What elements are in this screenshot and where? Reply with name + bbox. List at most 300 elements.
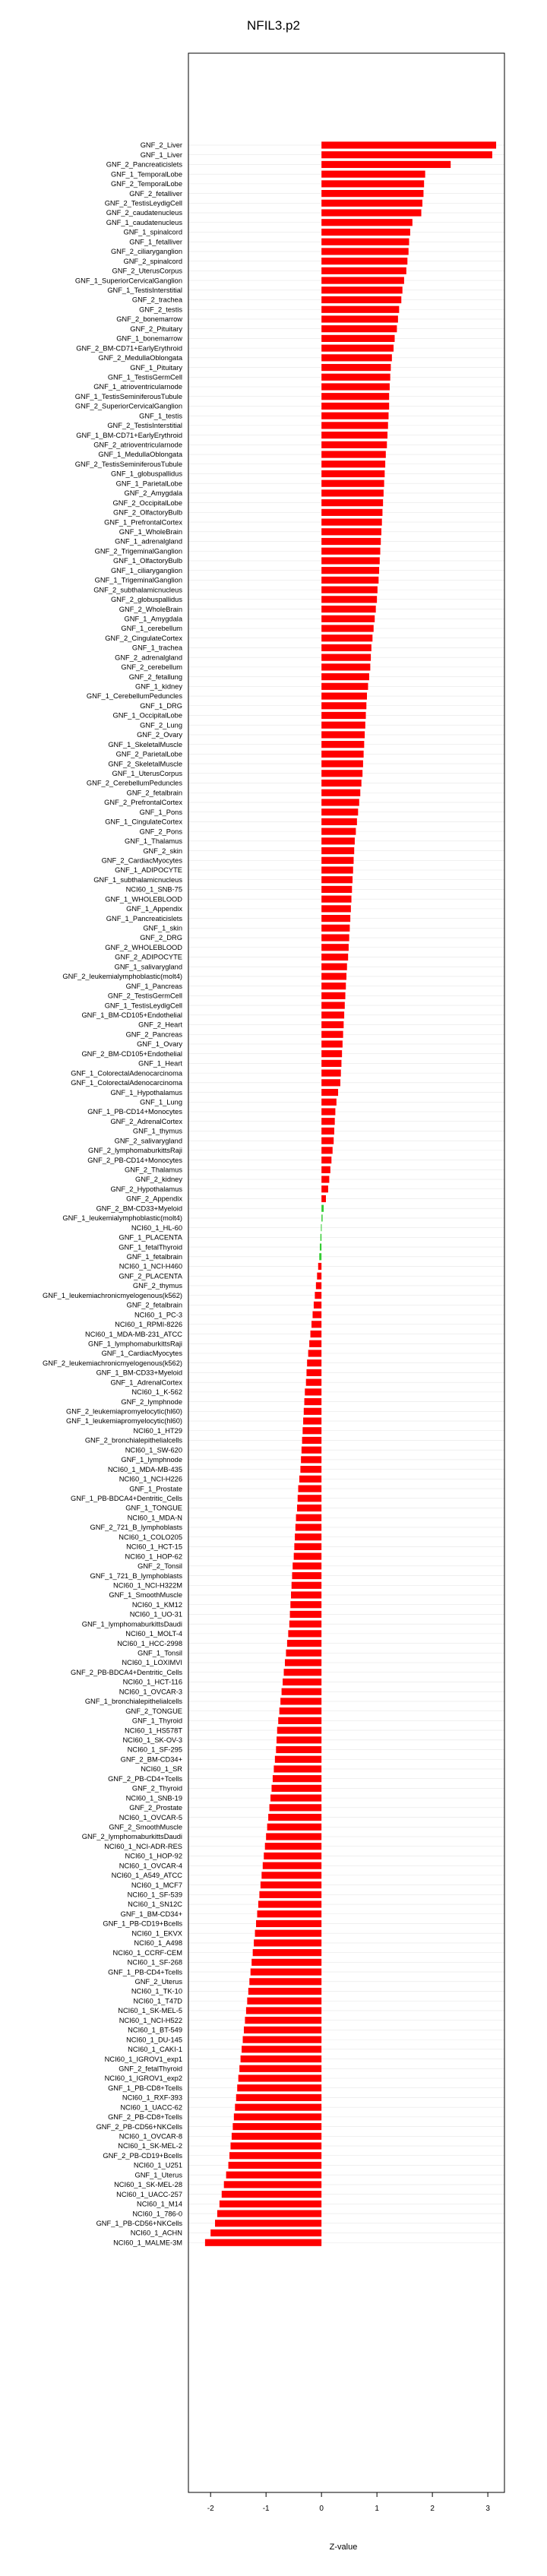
category-label: GNF_1_Pancreas — [125, 982, 182, 990]
category-label: GNF_1_Liver — [140, 150, 182, 159]
bar — [321, 480, 384, 487]
category-label: GNF_1_WholeBrain — [119, 528, 182, 536]
bar — [277, 1726, 321, 1733]
bar — [210, 2229, 321, 2236]
category-label: GNF_1_leukemialymphoblastic(molt4) — [62, 1214, 182, 1223]
category-label: GNF_2_AdrenalCortex — [110, 1117, 182, 1125]
bar — [321, 866, 353, 873]
bar — [305, 1388, 321, 1395]
bar — [298, 1495, 321, 1502]
category-label: GNF_2_lymphomaburkittsDaudi — [81, 1833, 182, 1841]
bar — [305, 1398, 322, 1405]
bar — [321, 180, 424, 187]
bar — [217, 2210, 321, 2217]
category-label: GNF_1_lymphomaburkittsRaji — [87, 1340, 182, 1348]
bar — [321, 635, 372, 641]
bar — [319, 1253, 321, 1260]
category-label: NCI60_1_HOP-62 — [125, 1552, 182, 1561]
category-label: NCI60_1_MDA-MB-231_ATCC — [85, 1330, 182, 1338]
category-label: NCI60_1_EKVX — [131, 1929, 182, 1938]
category-label: GNF_2_DRG — [140, 934, 182, 942]
bar — [321, 518, 382, 525]
bar — [292, 1572, 321, 1579]
category-label: NCI60_1_NCI-H522 — [119, 2016, 182, 2024]
bar — [321, 857, 353, 864]
bar — [309, 1340, 321, 1347]
bar — [267, 1824, 322, 1831]
bar — [316, 1282, 321, 1289]
bar — [321, 383, 390, 390]
bar — [230, 2142, 321, 2149]
bar — [321, 1050, 342, 1057]
category-label: GNF_2_OlfactoryBulb — [113, 508, 182, 517]
bar — [321, 296, 401, 303]
bar — [241, 2055, 322, 2062]
category-label: NCI60_1_SK-MEL-2 — [118, 2142, 182, 2150]
bar — [278, 1717, 321, 1724]
bar — [321, 190, 423, 197]
category-label: GNF_1_Thyroid — [131, 1717, 182, 1725]
bar — [302, 1447, 321, 1454]
category-label: GNF_1_CingulateCortex — [105, 818, 182, 826]
bar — [302, 1427, 321, 1434]
bar — [321, 325, 397, 332]
category-label: GNF_1_WHOLEBLOOD — [105, 895, 182, 903]
bar — [288, 1630, 321, 1637]
category-label: GNF_1_PB-CD4+Tcells — [108, 1968, 182, 1976]
bar — [321, 973, 346, 979]
category-label: GNF_2_ADIPOCYTE — [115, 953, 182, 961]
bar — [321, 1060, 341, 1067]
bar — [321, 876, 353, 883]
bar — [321, 1176, 329, 1182]
category-label: NCI60_1_SK-OV-3 — [122, 1736, 182, 1744]
bar — [251, 1968, 321, 1975]
bar — [321, 702, 366, 709]
bar — [321, 780, 362, 786]
category-label: GNF_1_ciliaryganglion — [110, 566, 182, 574]
bar — [321, 847, 354, 854]
category-label: GNF_2_TemporalLobe — [110, 180, 182, 188]
bar — [321, 644, 372, 651]
bar — [321, 692, 367, 699]
bar — [321, 432, 387, 438]
bar — [232, 2133, 321, 2140]
bar — [321, 267, 406, 274]
bar — [321, 809, 358, 815]
category-label: GNF_1_Tonsil — [138, 1649, 182, 1657]
category-label: GNF_1_leukemiapromyelocytic(hl60) — [66, 1417, 182, 1426]
category-label: GNF_2_Thalamus — [125, 1166, 182, 1174]
category-label: GNF_1_trachea — [131, 644, 182, 652]
bar — [321, 161, 451, 168]
category-label: GNF_1_TrigeminalGanglion — [94, 576, 182, 584]
bar — [257, 1910, 321, 1917]
category-label: GNF_2_trachea — [131, 296, 182, 304]
category-label: GNF_1_SuperiorCervicalGanglion — [74, 277, 182, 285]
bar — [321, 1128, 334, 1135]
category-label: GNF_2_subthalamicnucleus — [93, 586, 182, 594]
category-label: GNF_2_ParietalLobe — [115, 750, 182, 758]
category-label: GNF_1_spinalcord — [123, 228, 182, 236]
bar — [237, 2084, 321, 2091]
category-label: GNF_2_caudatenucleus — [106, 209, 182, 217]
bar — [321, 886, 352, 893]
category-label: GNF_2_Pituitary — [130, 324, 182, 333]
bar — [321, 460, 385, 467]
bar — [321, 828, 356, 835]
bar — [232, 2123, 321, 2130]
bar — [248, 1988, 321, 1995]
bar — [317, 1273, 321, 1280]
bar — [321, 567, 379, 574]
x-axis-title: Z-value — [329, 2543, 358, 2552]
bar — [282, 1688, 322, 1695]
category-label: NCI60_1_LOXIMVI — [122, 1659, 182, 1667]
category-label: GNF_2_spinalcord — [123, 257, 182, 265]
bar — [321, 489, 384, 496]
bar — [254, 1939, 321, 1946]
category-label: GNF_1_fetalbrain — [126, 1253, 182, 1261]
bar — [294, 1553, 321, 1560]
category-label: GNF_1_subthalamicnucleus — [93, 875, 182, 884]
category-label: GNF_2_WHOLEBLOOD — [105, 943, 182, 951]
bar — [321, 171, 425, 178]
bar — [321, 1089, 338, 1096]
category-label: GNF_2_testis — [139, 305, 182, 314]
category-label: GNF_1_Lung — [140, 1098, 182, 1106]
category-label: NCI60_1_HCC-2998 — [117, 1639, 182, 1647]
bar — [321, 1157, 331, 1163]
bar — [321, 760, 363, 767]
bar — [247, 1998, 321, 2005]
bar — [270, 1795, 321, 1802]
bar — [321, 413, 388, 419]
category-label: GNF_2_Ovary — [137, 731, 182, 739]
category-label: NCI60_1_RXF-393 — [122, 2093, 182, 2102]
category-label: GNF_2_atrioventricularnode — [93, 441, 182, 449]
category-label: GNF_2_TrigeminalGanglion — [94, 547, 182, 555]
bar — [321, 606, 376, 612]
category-label: GNF_2_salivarygland — [114, 1137, 182, 1145]
category-label: GNF_1_TemporalLobe — [110, 170, 182, 179]
bar — [277, 1736, 321, 1743]
category-label: NCI60_1_TK-10 — [131, 1987, 182, 1995]
category-label: GNF_1_BM-CD105+Endothelial — [81, 1011, 182, 1019]
bar — [292, 1582, 321, 1589]
category-label: GNF_1_DRG — [140, 701, 182, 710]
bar — [243, 2036, 322, 2043]
bar — [321, 557, 380, 564]
category-label: GNF_1_OlfactoryBulb — [113, 557, 182, 565]
x-tick-label: -2 — [207, 2505, 214, 2513]
category-label: GNF_1_SkeletalMuscle — [108, 740, 182, 748]
category-label: GNF_1_lymphnode — [121, 1456, 182, 1464]
category-label: GNF_1_lymphomaburkittsDaudi — [81, 1620, 182, 1628]
x-tick-label: 2 — [430, 2505, 435, 2513]
category-label: NCI60_1_UACC-257 — [116, 2190, 182, 2198]
bar — [321, 790, 360, 796]
bar — [246, 2007, 321, 2014]
bar — [294, 1543, 321, 1550]
category-label: GNF_2_OccipitalLobe — [112, 498, 182, 507]
category-label: NCI60_1_BT-549 — [128, 2026, 182, 2034]
bar — [222, 2191, 321, 2198]
bar — [290, 1611, 322, 1618]
bar — [205, 2239, 321, 2246]
category-label: GNF_2_fetallung — [128, 672, 182, 681]
bar — [306, 1379, 321, 1386]
bar — [292, 1562, 321, 1569]
bar — [321, 964, 347, 970]
bar — [321, 548, 380, 555]
category-label: NCI60_1_MCF7 — [131, 1881, 182, 1889]
category-label: NCI60_1_MOLT-4 — [125, 1630, 182, 1638]
category-label: GNF_2_Thyroid — [131, 1784, 182, 1793]
bar — [321, 248, 409, 255]
category-label: GNF_1_ADIPOCYTE — [115, 866, 182, 875]
category-label: GNF_2_Appendix — [126, 1195, 182, 1203]
bar — [321, 451, 386, 457]
bar — [296, 1514, 322, 1521]
bar — [321, 1021, 343, 1028]
bar — [321, 1214, 322, 1221]
bar — [295, 1533, 321, 1540]
bar — [315, 1292, 321, 1299]
bar — [299, 1476, 321, 1483]
category-label: GNF_2_TONGUE — [125, 1707, 182, 1715]
category-label: GNF_2_Pancreas — [125, 1030, 182, 1039]
category-label: GNF_2_ciliaryganglion — [110, 248, 182, 256]
category-label: GNF_2_leukemialymphoblastic(molt4) — [62, 973, 182, 981]
bar — [226, 2172, 322, 2179]
category-label: GNF_1_Hypothalamus — [110, 1088, 182, 1097]
category-label: NCI60_1_ACHN — [130, 2229, 182, 2237]
category-label: NCI60_1_MDA-MB-435 — [107, 1465, 182, 1473]
category-label: GNF_1_BM-CD34+ — [120, 1910, 182, 1918]
bar — [321, 741, 364, 748]
category-label: GNF_1_PrefrontalCortex — [104, 518, 182, 527]
category-label: NCI60_1_PC-3 — [134, 1311, 182, 1319]
bar — [321, 837, 355, 844]
bar — [321, 528, 381, 535]
category-label: GNF_1_Ovary — [137, 1040, 182, 1049]
category-label: GNF_2_BM-CD33+Myeloid — [96, 1204, 182, 1213]
category-label: NCI60_1_SF-539 — [127, 1891, 182, 1899]
bar — [244, 2027, 321, 2033]
category-label: GNF_1_globuspallidus — [110, 470, 182, 478]
category-label: NCI60_1_NCI-H460 — [119, 1262, 182, 1271]
category-label: NCI60_1_KM12 — [131, 1600, 182, 1609]
category-label: GNF_2_Liver — [140, 141, 182, 150]
x-tick-label: 0 — [319, 2505, 324, 2513]
category-label: GNF_1_TestisLeydigCell — [104, 1002, 182, 1010]
category-label: NCI60_1_U251 — [133, 2161, 182, 2169]
category-label: GNF_1_fetalThyroid — [119, 1243, 182, 1252]
bar — [321, 1011, 344, 1018]
bar — [321, 722, 365, 729]
category-label: GNF_2_PLACENTA — [119, 1272, 182, 1280]
category-label: GNF_1_721_B_lymphoblasts — [90, 1571, 182, 1580]
bar — [321, 770, 362, 777]
category-label: GNF_2_cerebellum — [121, 663, 182, 672]
bar — [321, 954, 348, 960]
category-label: NCI60_1_A549_ATCC — [111, 1872, 182, 1880]
bar — [320, 1243, 321, 1250]
category-label: NCI60_1_HOP-92 — [125, 1852, 182, 1860]
category-label: GNF_2_SmoothMuscle — [109, 1823, 182, 1831]
category-label: GNF_1_BM-CD71+EarlyErythroid — [76, 431, 182, 439]
category-label: GNF_2_SkeletalMuscle — [108, 760, 182, 768]
category-label: NCI60_1_SF-295 — [127, 1745, 182, 1754]
category-label: NCI60_1_OVCAR-8 — [119, 2132, 182, 2141]
category-label: GNF_1_bronchialepithelialcells — [84, 1698, 182, 1706]
bar — [251, 1959, 321, 1966]
bar — [321, 200, 422, 207]
category-label: GNF_1_Uterus — [134, 2171, 182, 2179]
bar — [234, 2113, 321, 2120]
bar — [275, 1756, 321, 1763]
bar — [224, 2181, 321, 2188]
category-label: NCI60_1_IGROV1_exp1 — [104, 2055, 182, 2063]
category-label: NCI60_1_SNB-75 — [125, 885, 182, 894]
bar — [321, 596, 377, 603]
bar — [321, 229, 410, 236]
category-label: GNF_1_BM-CD33+Myeloid — [96, 1369, 182, 1377]
category-label: GNF_2_Pancreaticislets — [106, 160, 182, 169]
category-label: GNF_2_SuperiorCervicalGanglion — [74, 402, 182, 410]
bar — [321, 751, 363, 758]
bar — [280, 1698, 321, 1704]
category-label: NCI60_1_NCI-H322M — [113, 1581, 182, 1590]
bar — [318, 1263, 321, 1270]
bar — [321, 393, 389, 400]
bar — [321, 499, 383, 506]
category-label: GNF_1_CerebellumPeduncles — [86, 692, 182, 701]
bar — [291, 1591, 321, 1598]
category-label: GNF_2_globuspallidus — [110, 596, 182, 604]
bar — [321, 219, 413, 226]
category-label: GNF_2_Hypothalamus — [110, 1185, 182, 1193]
bar — [274, 1765, 321, 1772]
bar — [289, 1621, 321, 1628]
bar — [321, 422, 388, 429]
bar — [321, 683, 368, 690]
bar — [321, 1079, 340, 1086]
bar — [239, 2074, 321, 2081]
bar — [302, 1437, 322, 1444]
category-label: GNF_1_PB-CD56+NKCells — [96, 2220, 182, 2227]
bar — [311, 1321, 321, 1328]
bar — [321, 1185, 328, 1192]
bar — [285, 1659, 321, 1666]
category-label: GNF_1_ParietalLobe — [115, 479, 182, 488]
bar — [314, 1302, 321, 1309]
bar — [321, 403, 389, 410]
category-label: GNF_2_PrefrontalCortex — [104, 799, 182, 807]
category-label: GNF_2_Pons — [139, 828, 182, 836]
category-label: NCI60_1_NCI-ADR-RES — [104, 1842, 182, 1850]
bar — [311, 1331, 322, 1337]
bar — [236, 2094, 321, 2101]
category-label: GNF_1_Pancreaticislets — [106, 914, 182, 922]
category-label: GNF_1_PB-CD19+Bcells — [103, 1919, 182, 1928]
category-label: GNF_1_salivarygland — [114, 963, 182, 971]
category-label: GNF_2_leukemiapromyelocytic(hl60) — [66, 1407, 182, 1416]
bar — [321, 1070, 341, 1077]
bar — [321, 1040, 343, 1047]
bar — [258, 1900, 321, 1907]
bar — [268, 1814, 321, 1821]
category-label: GNF_2_TestisLeydigCell — [104, 199, 182, 207]
bar — [266, 1833, 321, 1840]
bar — [308, 1350, 322, 1356]
category-label: GNF_2_BM-CD34+ — [120, 1755, 182, 1764]
category-label: GNF_2_PB-CD14+Monocytes — [87, 1156, 182, 1164]
category-label: GNF_1_OccipitalLobe — [112, 711, 182, 720]
bar — [256, 1920, 321, 1927]
bar — [321, 818, 357, 825]
category-label: GNF_2_TestisInterstitial — [107, 422, 182, 430]
bar — [270, 1804, 322, 1811]
category-label: NCI60_1_HT29 — [133, 1426, 182, 1435]
bar — [321, 1099, 337, 1106]
category-label: GNF_2_Amygdala — [124, 489, 182, 498]
category-label: GNF_2_CardiacMyocytes — [101, 856, 182, 865]
category-label: GNF_2_Prostate — [129, 1804, 182, 1812]
category-label: GNF_1_TONGUE — [125, 1504, 182, 1512]
category-label: NCI60_1_HCT-116 — [122, 1678, 182, 1686]
category-label: NCI60_1_T47D — [133, 1997, 182, 2005]
category-label: GNF_2_leukemiachronicmyelogenous(k562) — [43, 1359, 182, 1367]
bar — [242, 2046, 321, 2052]
category-label: GNF_1_Prostate — [129, 1485, 182, 1493]
category-label: GNF_2_PB-CD4+Tcells — [108, 1774, 182, 1783]
category-label: GNF_2_721_B_lymphoblasts — [90, 1524, 182, 1532]
bar — [300, 1466, 321, 1473]
category-label: GNF_1_bonemarrow — [116, 334, 182, 343]
category-label: GNF_2_Uterus — [134, 1978, 182, 1986]
category-label: GNF_1_caudatenucleus — [106, 218, 182, 226]
bar — [255, 1930, 322, 1937]
category-label: NCI60_1_SK-MEL-28 — [114, 2181, 182, 2189]
bar — [321, 577, 378, 584]
bar — [321, 712, 365, 719]
category-label: GNF_1_Pituitary — [130, 363, 182, 372]
category-label: GNF_1_MedullaOblongata — [98, 451, 182, 459]
bar — [297, 1505, 321, 1511]
category-label: NCI60_1_HS578T — [125, 1726, 182, 1735]
category-label: NCI60_1_UACC-62 — [120, 2103, 182, 2112]
bar — [321, 925, 349, 932]
category-label: GNF_2_fetalbrain — [126, 789, 182, 797]
category-label: GNF_1_TestisGermCell — [107, 373, 182, 381]
category-label: NCI60_1_M14 — [137, 2200, 182, 2208]
category-label: GNF_1_Appendix — [126, 905, 182, 913]
category-label: GNF_1_TestisInterstitial — [107, 286, 182, 294]
category-label: GNF_1_skin — [143, 924, 182, 932]
bar — [321, 625, 374, 631]
category-label: NCI60_1_IGROV1_exp2 — [104, 2074, 182, 2083]
category-label: GNF_2_PB-CD8+Tcells — [108, 2113, 182, 2122]
category-label: GNF_2_PB-CD19+Bcells — [103, 2151, 182, 2160]
bar — [220, 2201, 321, 2207]
bar — [229, 2162, 322, 2169]
category-label: GNF_2_thymus — [132, 1282, 182, 1290]
bar — [321, 1166, 330, 1173]
bar — [290, 1601, 321, 1608]
category-label: GNF_1_Pons — [139, 808, 182, 816]
